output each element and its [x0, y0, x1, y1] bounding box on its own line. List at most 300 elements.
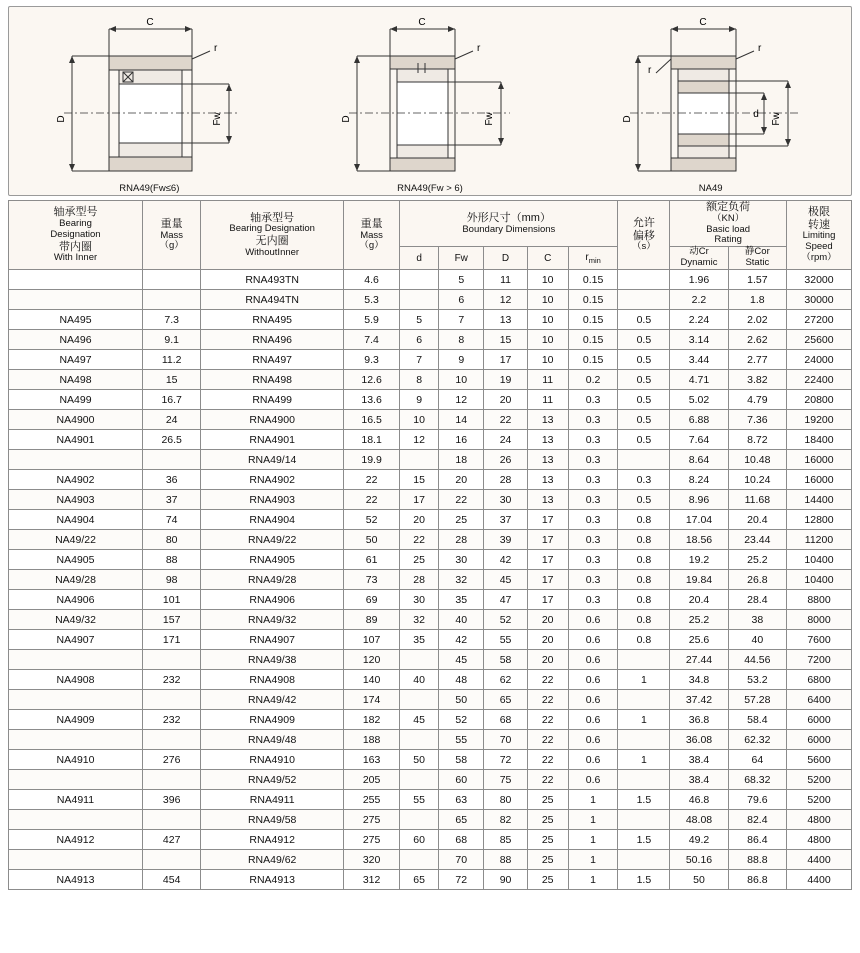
cell-rmin: 0.6 — [568, 670, 618, 690]
cell-fw: 6 — [439, 290, 484, 310]
figure-3-caption: NA49 — [698, 183, 723, 194]
cell-D: 90 — [484, 870, 527, 890]
cell-with-inner: NA4906 — [9, 590, 143, 610]
header-col-fw: Fw — [439, 247, 484, 270]
cell-with-inner: NA4911 — [9, 790, 143, 810]
cell-with-inner: NA499 — [9, 390, 143, 410]
cell-D: 45 — [484, 570, 527, 590]
cell-d — [400, 810, 439, 830]
cell-without-inner: RNA4906 — [201, 590, 344, 610]
cell-fw: 68 — [439, 830, 484, 850]
cell-D: 82 — [484, 810, 527, 830]
cell-with-inner: NA49/22 — [9, 530, 143, 550]
cell-d — [400, 650, 439, 670]
cell-with-inner: NA4905 — [9, 550, 143, 570]
figure-na49 — [586, 11, 836, 196]
cell-static: 86.8 — [728, 870, 786, 890]
header-tolerance — [618, 201, 670, 270]
cell-rmin: 0.3 — [568, 470, 618, 490]
cell-tolerance — [618, 650, 670, 670]
cell-C: 10 — [527, 330, 568, 350]
cell-fw: 70 — [439, 850, 484, 870]
cell-static: 1.57 — [728, 270, 786, 290]
cell-mass-with-inner: 171 — [143, 630, 201, 650]
cell-C: 17 — [527, 570, 568, 590]
table-row — [9, 490, 852, 510]
cell-without-inner: RNA497 — [201, 350, 344, 370]
cell-fw: 14 — [439, 410, 484, 430]
cell-C: 13 — [527, 410, 568, 430]
cell-rmin: 0.6 — [568, 650, 618, 670]
cell-fw: 12 — [439, 390, 484, 410]
cell-mass-with-inner: 232 — [143, 670, 201, 690]
table-row — [9, 390, 852, 410]
cell-without-inner: RNA49/62 — [201, 850, 344, 870]
cell-with-inner: NA4907 — [9, 630, 143, 650]
cell-d — [400, 850, 439, 870]
cell-tolerance — [618, 770, 670, 790]
header-col-cr — [670, 247, 728, 270]
cell-D: 13 — [484, 310, 527, 330]
cell-without-inner: RNA4903 — [201, 490, 344, 510]
cell-dynamic: 50 — [670, 870, 728, 890]
cell-static: 58.4 — [728, 710, 786, 730]
cell-with-inner: NA4910 — [9, 750, 143, 770]
table-body — [9, 270, 852, 890]
cell-with-inner: NA497 — [9, 350, 143, 370]
cell-without-inner: RNA49/32 — [201, 610, 344, 630]
cell-static: 53.2 — [728, 670, 786, 690]
header-mass1-en: Mass — [160, 229, 184, 241]
figure-1-caption: RNA49(Fw≤6) — [119, 183, 180, 194]
cell-rmin: 0.6 — [568, 750, 618, 770]
header-col-cor — [728, 247, 786, 270]
table-row — [9, 670, 852, 690]
header-with-inner-cn2: 带内圈 — [59, 240, 92, 253]
cell-speed: 14400 — [787, 490, 852, 510]
table-row — [9, 350, 852, 370]
cell-fw: 52 — [439, 710, 484, 730]
cell-without-inner: RNA49/22 — [201, 530, 344, 550]
cell-speed: 24000 — [787, 350, 852, 370]
cell-mass-without-inner: 275 — [343, 830, 399, 850]
cell-without-inner: RNA4904 — [201, 510, 344, 530]
cell-d: 15 — [400, 470, 439, 490]
cell-static: 2.77 — [728, 350, 786, 370]
cell-dynamic: 19.2 — [670, 550, 728, 570]
cell-with-inner — [9, 730, 143, 750]
cell-d: 55 — [400, 790, 439, 810]
cell-fw: 40 — [439, 610, 484, 630]
cell-speed: 18400 — [787, 430, 852, 450]
table-row — [9, 570, 852, 590]
cell-mass-with-inner — [143, 690, 201, 710]
cell-without-inner: RNA494TN — [201, 290, 344, 310]
cell-static: 40 — [728, 630, 786, 650]
cell-static: 88.8 — [728, 850, 786, 870]
cell-without-inner: RNA4902 — [201, 470, 344, 490]
cell-with-inner: NA498 — [9, 370, 143, 390]
cell-tolerance: 0.8 — [618, 590, 670, 610]
cell-D: 20 — [484, 390, 527, 410]
cell-mass-with-inner — [143, 730, 201, 750]
cell-fw: 48 — [439, 670, 484, 690]
cell-speed: 11200 — [787, 530, 852, 550]
cell-static: 1.8 — [728, 290, 786, 310]
cell-with-inner: NA496 — [9, 330, 143, 350]
cell-mass-with-inner — [143, 770, 201, 790]
cell-without-inner: RNA4912 — [201, 830, 344, 850]
cell-d: 6 — [400, 330, 439, 350]
header-col-d: d — [400, 247, 439, 270]
label-Fw-1: Fw — [212, 112, 224, 126]
cell-dynamic: 46.8 — [670, 790, 728, 810]
cell-tolerance: 0.5 — [618, 330, 670, 350]
cell-dynamic: 3.14 — [670, 330, 728, 350]
cell-static: 7.36 — [728, 410, 786, 430]
cell-static: 10.48 — [728, 450, 786, 470]
cell-rmin: 0.15 — [568, 310, 618, 330]
cell-fw: 9 — [439, 350, 484, 370]
cell-tolerance: 1 — [618, 710, 670, 730]
label-r-3: r — [757, 43, 761, 54]
cell-dynamic: 50.16 — [670, 850, 728, 870]
cell-fw: 58 — [439, 750, 484, 770]
cell-tolerance — [618, 450, 670, 470]
cell-with-inner: NA4903 — [9, 490, 143, 510]
cell-tolerance: 0.5 — [618, 410, 670, 430]
table-row — [9, 630, 852, 650]
cell-tolerance — [618, 850, 670, 870]
cell-mass-with-inner: 9.1 — [143, 330, 201, 350]
cell-rmin: 0.3 — [568, 490, 618, 510]
cell-C: 22 — [527, 730, 568, 750]
cell-C: 13 — [527, 430, 568, 450]
label-r-2: r — [476, 43, 481, 54]
table-row — [9, 370, 852, 390]
cell-C: 11 — [527, 390, 568, 410]
cell-C: 22 — [527, 690, 568, 710]
cell-d: 40 — [400, 670, 439, 690]
cell-rmin: 0.3 — [568, 530, 618, 550]
cell-speed: 4400 — [787, 850, 852, 870]
header-boundary-en: Boundary Dimensions — [462, 223, 556, 235]
table-row — [9, 870, 852, 890]
cell-mass-without-inner: 205 — [343, 770, 399, 790]
cell-C: 20 — [527, 610, 568, 630]
cell-dynamic: 8.64 — [670, 450, 728, 470]
cell-mass-without-inner: 69 — [343, 590, 399, 610]
header-mass1 — [143, 201, 201, 270]
cell-dynamic: 48.08 — [670, 810, 728, 830]
header-col-cor-cn: 静Cor — [744, 246, 770, 258]
cell-without-inner: RNA496 — [201, 330, 344, 350]
cell-fw: 42 — [439, 630, 484, 650]
cell-speed: 32000 — [787, 270, 852, 290]
header-with-inner-en1: Bearing — [59, 217, 92, 229]
cell-static: 3.82 — [728, 370, 786, 390]
cell-speed: 6800 — [787, 670, 852, 690]
cell-rmin: 0.15 — [568, 350, 618, 370]
cell-C: 25 — [527, 870, 568, 890]
cell-d — [400, 730, 439, 750]
cell-dynamic: 17.04 — [670, 510, 728, 530]
cell-dynamic: 49.2 — [670, 830, 728, 850]
cell-D: 12 — [484, 290, 527, 310]
cell-mass-without-inner: 182 — [343, 710, 399, 730]
cell-mass-without-inner: 7.4 — [343, 330, 399, 350]
figure-rna49-fw-le-6 — [24, 11, 274, 196]
cell-mass-without-inner: 255 — [343, 790, 399, 810]
cell-rmin: 0.3 — [568, 450, 618, 470]
cell-tolerance: 0.8 — [618, 570, 670, 590]
cell-mass-with-inner: 26.5 — [143, 430, 201, 450]
cell-rmin: 0.3 — [568, 590, 618, 610]
table-row — [9, 290, 852, 310]
cell-static: 2.62 — [728, 330, 786, 350]
table-header — [9, 201, 852, 270]
cell-dynamic: 25.6 — [670, 630, 728, 650]
label-C-3: C — [699, 17, 707, 28]
cell-without-inner: RNA4913 — [201, 870, 344, 890]
cell-rmin: 0.3 — [568, 510, 618, 530]
cell-tolerance: 1.5 — [618, 830, 670, 850]
cell-tolerance: 0.5 — [618, 350, 670, 370]
cell-without-inner: RNA4907 — [201, 630, 344, 650]
label-C-2: C — [418, 17, 426, 28]
cell-without-inner: RNA4911 — [201, 790, 344, 810]
cell-d: 8 — [400, 370, 439, 390]
cell-rmin: 1 — [568, 810, 618, 830]
cell-mass-without-inner: 12.6 — [343, 370, 399, 390]
header-speed-en2: Speed — [805, 241, 833, 253]
cell-speed: 7200 — [787, 650, 852, 670]
header-mass2-unit: （g） — [359, 240, 384, 252]
cell-mass-with-inner: 454 — [143, 870, 201, 890]
cell-mass-without-inner: 174 — [343, 690, 399, 710]
cell-fw: 22 — [439, 490, 484, 510]
cell-static: 62.32 — [728, 730, 786, 750]
header-tolerance-cn1: 允许 — [632, 217, 655, 230]
cell-mass-without-inner: 61 — [343, 550, 399, 570]
cell-static: 4.79 — [728, 390, 786, 410]
cell-static: 23.44 — [728, 530, 786, 550]
table-row — [9, 710, 852, 730]
cell-d — [400, 450, 439, 470]
cell-D: 19 — [484, 370, 527, 390]
cell-static: 20.4 — [728, 510, 786, 530]
cell-D: 11 — [484, 270, 527, 290]
cell-static: 26.8 — [728, 570, 786, 590]
table-row — [9, 750, 852, 770]
cell-static: 86.4 — [728, 830, 786, 850]
cell-mass-with-inner — [143, 850, 201, 870]
figure-rna49-fw-gt-6 — [305, 11, 555, 196]
cell-speed: 8800 — [787, 590, 852, 610]
cell-with-inner: NA49/28 — [9, 570, 143, 590]
header-mass2 — [343, 201, 399, 270]
cell-mass-with-inner: 232 — [143, 710, 201, 730]
cell-mass-without-inner: 52 — [343, 510, 399, 530]
catalog-page — [0, 6, 860, 953]
table-row — [9, 470, 852, 490]
bearing-spec-table — [8, 200, 852, 890]
cell-mass-without-inner: 5.9 — [343, 310, 399, 330]
cell-mass-with-inner: 396 — [143, 790, 201, 810]
cell-D: 28 — [484, 470, 527, 490]
cell-rmin: 0.2 — [568, 370, 618, 390]
cell-mass-without-inner: 73 — [343, 570, 399, 590]
header-speed-cn2: 转速 — [808, 218, 830, 231]
cell-speed: 8000 — [787, 610, 852, 630]
cell-static: 44.56 — [728, 650, 786, 670]
cell-d: 20 — [400, 510, 439, 530]
cell-with-inner: NA4909 — [9, 710, 143, 730]
cell-mass-without-inner: 19.9 — [343, 450, 399, 470]
header-speed-unit: （rpm） — [801, 252, 837, 264]
cell-rmin: 1 — [568, 830, 618, 850]
cell-dynamic: 36.08 — [670, 730, 728, 750]
cell-speed: 4800 — [787, 810, 852, 830]
cell-D: 88 — [484, 850, 527, 870]
cell-fw: 18 — [439, 450, 484, 470]
cell-mass-without-inner: 188 — [343, 730, 399, 750]
cell-mass-with-inner: 276 — [143, 750, 201, 770]
cell-tolerance — [618, 290, 670, 310]
cell-static: 79.6 — [728, 790, 786, 810]
header-col-r-sub: min — [588, 255, 601, 265]
cell-speed: 5200 — [787, 770, 852, 790]
cell-tolerance: 0.8 — [618, 630, 670, 650]
cell-C: 17 — [527, 590, 568, 610]
cell-speed: 22400 — [787, 370, 852, 390]
cell-mass-with-inner: 74 — [143, 510, 201, 530]
cell-D: 24 — [484, 430, 527, 450]
cell-fw: 28 — [439, 530, 484, 550]
cell-rmin: 1 — [568, 790, 618, 810]
cell-C: 22 — [527, 670, 568, 690]
cell-speed: 5200 — [787, 790, 852, 810]
cell-without-inner: RNA4909 — [201, 710, 344, 730]
cell-dynamic: 8.24 — [670, 470, 728, 490]
cell-rmin: 0.15 — [568, 270, 618, 290]
cell-C: 22 — [527, 750, 568, 770]
cell-tolerance: 0.8 — [618, 610, 670, 630]
cell-fw: 72 — [439, 870, 484, 890]
cell-tolerance: 1.5 — [618, 790, 670, 810]
cell-with-inner: NA4912 — [9, 830, 143, 850]
header-col-D: D — [484, 247, 527, 270]
header-speed — [787, 201, 852, 270]
cell-fw: 50 — [439, 690, 484, 710]
label-D-1: D — [56, 115, 68, 123]
header-with-inner-cn: 轴承型号 — [53, 206, 98, 219]
header-col-cr-en: Dynamic — [680, 257, 718, 269]
cell-rmin: 0.6 — [568, 770, 618, 790]
cell-mass-without-inner: 4.6 — [343, 270, 399, 290]
cell-with-inner: NA4913 — [9, 870, 143, 890]
cell-rmin: 0.6 — [568, 710, 618, 730]
cell-mass-with-inner — [143, 450, 201, 470]
cell-D: 62 — [484, 670, 527, 690]
header-load-cn: 额定负荷 — [706, 201, 751, 213]
header-load — [670, 201, 787, 247]
cell-rmin: 0.15 — [568, 330, 618, 350]
cell-speed: 20800 — [787, 390, 852, 410]
cell-D: 22 — [484, 410, 527, 430]
cell-dynamic: 37.42 — [670, 690, 728, 710]
table-row — [9, 530, 852, 550]
cell-mass-with-inner: 15 — [143, 370, 201, 390]
cell-with-inner: NA4904 — [9, 510, 143, 530]
cell-without-inner: RNA498 — [201, 370, 344, 390]
cell-C: 10 — [527, 290, 568, 310]
cell-C: 20 — [527, 630, 568, 650]
cell-static: 68.32 — [728, 770, 786, 790]
header-tolerance-unit: （s） — [632, 241, 656, 253]
label-r-1: r — [214, 43, 218, 54]
cell-mass-without-inner: 22 — [343, 490, 399, 510]
table-row — [9, 610, 852, 630]
header-without-inner-cn2: 无内圈 — [255, 235, 289, 248]
cell-dynamic: 36.8 — [670, 710, 728, 730]
cell-static: 64 — [728, 750, 786, 770]
table-row — [9, 830, 852, 850]
label-r-3b: r — [647, 65, 651, 76]
cell-rmin: 0.3 — [568, 430, 618, 450]
cell-dynamic: 2.2 — [670, 290, 728, 310]
cell-without-inner: RNA495 — [201, 310, 344, 330]
cell-static: 11.68 — [728, 490, 786, 510]
cell-d: 12 — [400, 430, 439, 450]
cell-D: 72 — [484, 750, 527, 770]
cell-d: 5 — [400, 310, 439, 330]
cell-with-inner — [9, 850, 143, 870]
label-Fw-3: Fw — [770, 112, 782, 126]
cell-fw: 60 — [439, 770, 484, 790]
cell-mass-without-inner: 22 — [343, 470, 399, 490]
figure-1-drawing — [24, 11, 274, 186]
cell-fw: 65 — [439, 810, 484, 830]
cell-mass-with-inner — [143, 650, 201, 670]
cell-dynamic: 38.4 — [670, 770, 728, 790]
cell-with-inner: NA49/32 — [9, 610, 143, 630]
cell-d — [400, 770, 439, 790]
header-without-inner-cn: 轴承型号 — [250, 211, 295, 224]
table-row — [9, 650, 852, 670]
cell-mass-with-inner: 427 — [143, 830, 201, 850]
cell-with-inner: NA495 — [9, 310, 143, 330]
cell-mass-with-inner: 16.7 — [143, 390, 201, 410]
cell-rmin: 1 — [568, 850, 618, 870]
cell-mass-without-inner: 16.5 — [343, 410, 399, 430]
cell-C: 13 — [527, 470, 568, 490]
cell-without-inner: RNA4910 — [201, 750, 344, 770]
table-row — [9, 330, 852, 350]
cell-fw: 30 — [439, 550, 484, 570]
cell-dynamic: 38.4 — [670, 750, 728, 770]
cell-without-inner: RNA4900 — [201, 410, 344, 430]
cell-dynamic: 18.56 — [670, 530, 728, 550]
cell-dynamic: 1.96 — [670, 270, 728, 290]
cell-speed: 16000 — [787, 450, 852, 470]
header-load-unit: （KN） — [712, 212, 745, 224]
table-row — [9, 690, 852, 710]
cell-tolerance: 0.3 — [618, 470, 670, 490]
cell-dynamic: 34.8 — [670, 670, 728, 690]
cell-C: 22 — [527, 710, 568, 730]
cell-mass-without-inner: 5.3 — [343, 290, 399, 310]
